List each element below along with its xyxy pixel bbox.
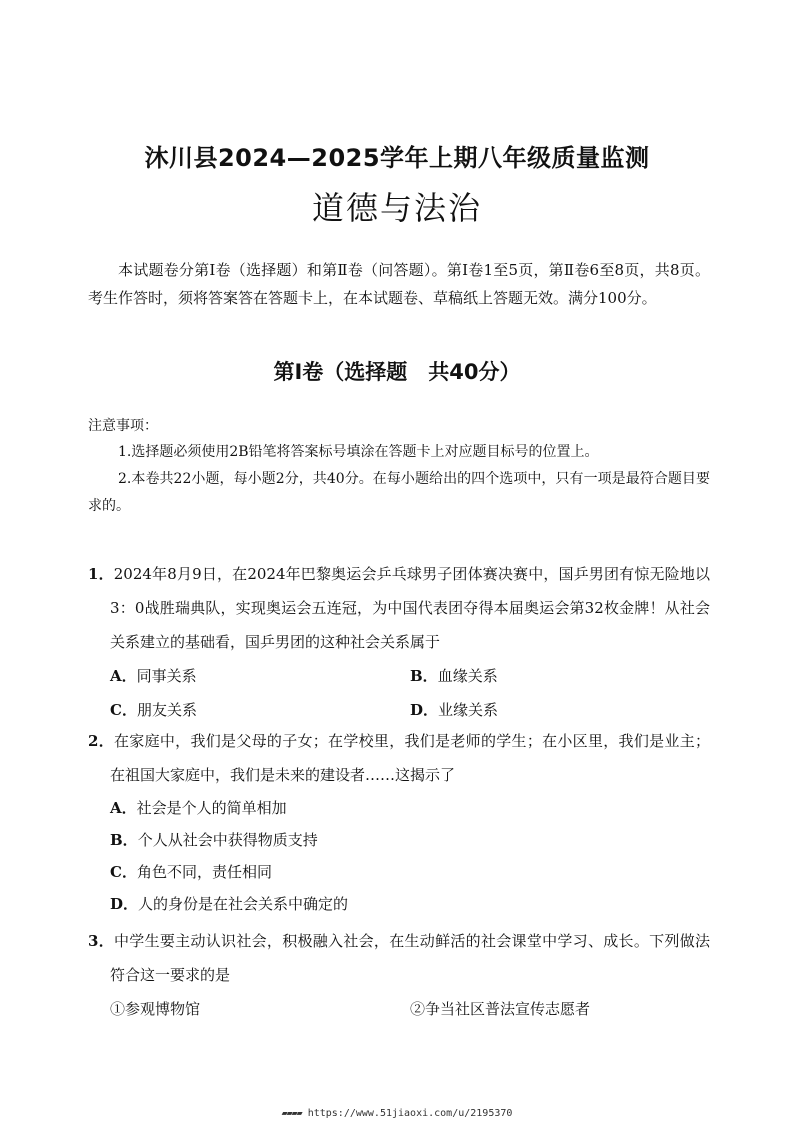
question-text: 中学生要主动认识社会，积极融入社会，在生动鲜活的社会课堂中学习、成长。下列做法符合这一要求的是 bbox=[110, 932, 710, 984]
question-text: 在家庭中，我们是父母的子女；在学校里，我们是老师的学生；在小区里，我们是业主；在祖国大家庭中，我们是未来的建设者……这揭示了 bbox=[110, 732, 710, 784]
question-stem bbox=[88, 924, 710, 992]
option-b bbox=[410, 659, 710, 693]
question-number: 2． bbox=[88, 732, 115, 750]
section-title: 第Ⅰ卷（选择题 共40分） bbox=[273, 360, 521, 384]
option-text: 同事关系 bbox=[136, 667, 197, 685]
option-letter: D． bbox=[110, 895, 139, 913]
question-2 bbox=[88, 724, 710, 920]
option-text: 血缘关系 bbox=[437, 667, 498, 685]
exam-title: 沐川县2024—2025学年上期八年级质量监测 bbox=[144, 144, 650, 172]
option-letter: A． bbox=[110, 799, 137, 817]
items-row bbox=[88, 992, 710, 1026]
option-text: 社会是个人的简单相加 bbox=[136, 799, 287, 817]
question-number: 3． bbox=[88, 932, 115, 950]
option-text: 朋友关系 bbox=[136, 701, 197, 719]
option-b bbox=[88, 824, 710, 856]
option-letter: C． bbox=[110, 863, 137, 881]
notes-block bbox=[88, 413, 710, 520]
options-row bbox=[88, 693, 710, 727]
option-letter: A． bbox=[110, 667, 137, 685]
item-2: ②争当社区普法宣传志愿者 bbox=[410, 1000, 591, 1018]
notes-label: 注意事项： bbox=[88, 418, 158, 434]
question-stem bbox=[88, 724, 710, 792]
option-c bbox=[110, 693, 410, 727]
intro-paragraph: 本试题卷分第Ⅰ卷（选择题）和第Ⅱ卷（问答题）。第Ⅰ卷1至5页，第Ⅱ卷6至8页，共8页。考生作答时，须将答案答在答题卡上，在本试题卷、草稿纸上答题无效。满分100分。 bbox=[88, 261, 710, 307]
footer-url: https://www.51jiaoxi.com/u/2195370 bbox=[307, 1108, 513, 1119]
note-item: 1.选择题必须使用2B铅笔将答案标号填涂在答题卡上对应题目标号的位置上。 bbox=[118, 444, 599, 460]
footer-watermark bbox=[0, 1108, 794, 1119]
option-text: 个人从社会中获得物质支持 bbox=[137, 831, 318, 849]
option-d bbox=[88, 888, 710, 920]
option-a bbox=[88, 792, 710, 824]
option-letter: B． bbox=[410, 667, 438, 685]
note-item: 2.本卷共22小题，每小题2分，共40分。在每小题给出的四个选项中，只有一项是最符合题目要求的。 bbox=[88, 471, 710, 514]
item-1: ①参观博物馆 bbox=[110, 1000, 201, 1018]
option-a bbox=[110, 659, 410, 693]
subject-title: 道德与法治 bbox=[311, 189, 482, 227]
question-text: 2024年8月9日，在2024年巴黎奥运会乒乓球男子团体赛决赛中，国乒男团有惊无险地以3：0战胜瑞典队，实现奥运会五连冠，为中国代表团夺得本届奥运会第32枚金牌！从社会关系建立的基础看，国乒男团的这种社会关系属于 bbox=[110, 565, 710, 651]
option-letter: B． bbox=[110, 831, 138, 849]
option-letter: C． bbox=[110, 701, 137, 719]
option-text: 业缘关系 bbox=[438, 701, 499, 719]
question-stem bbox=[88, 557, 710, 659]
option-letter: D． bbox=[410, 701, 439, 719]
option-text: 人的身份是在社会关系中确定的 bbox=[138, 895, 349, 913]
option-c bbox=[88, 856, 710, 888]
option-text: 角色不同，责任相同 bbox=[136, 863, 272, 881]
options-row bbox=[88, 659, 710, 693]
question-number: 1． bbox=[88, 565, 114, 583]
question-1 bbox=[88, 557, 710, 727]
question-3 bbox=[88, 924, 710, 1026]
footer-logo-mark: ▰▰▰▰ bbox=[281, 1108, 302, 1119]
option-d bbox=[410, 693, 710, 727]
